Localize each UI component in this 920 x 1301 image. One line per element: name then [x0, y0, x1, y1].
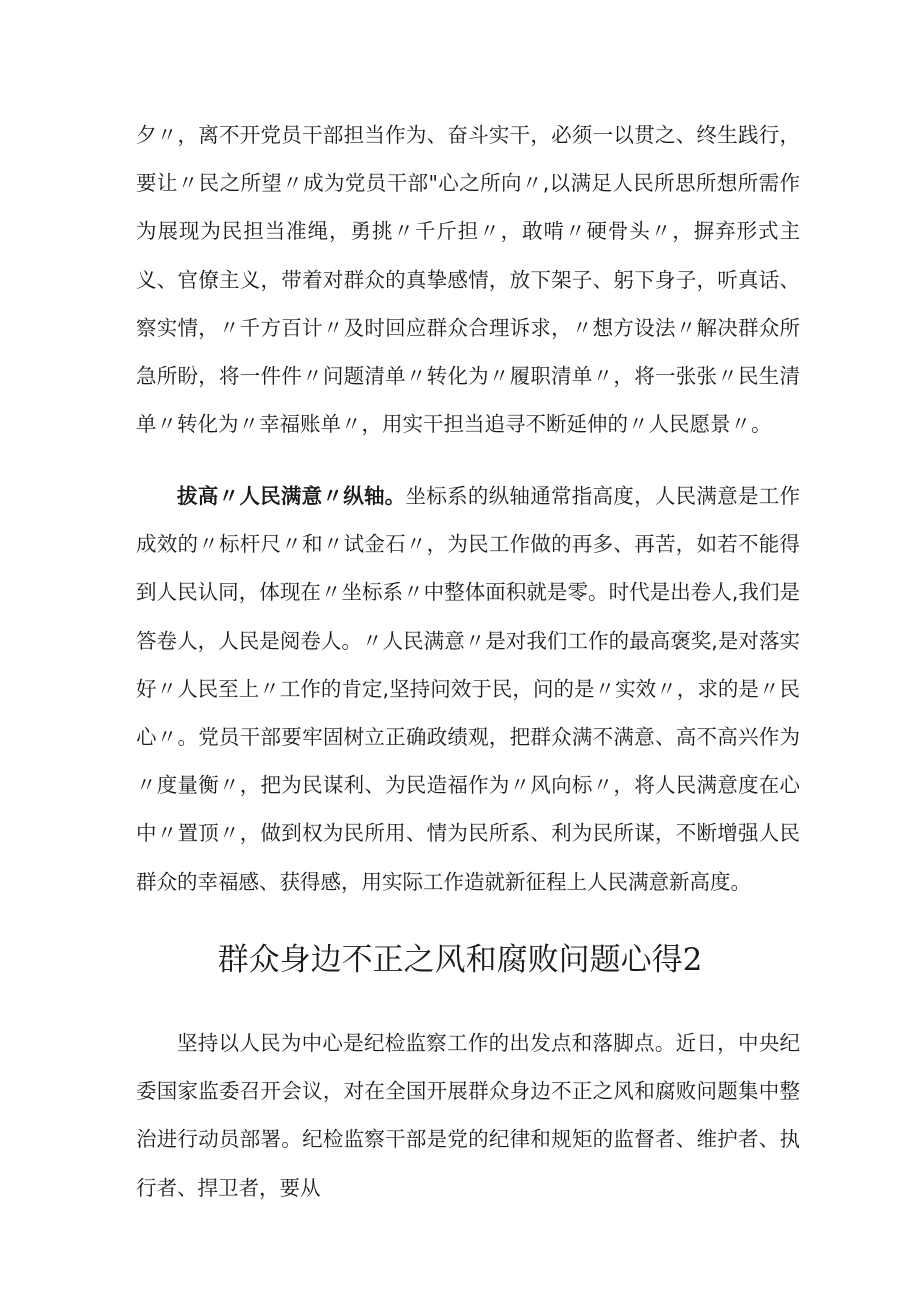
paragraph-2-lead-heading: 拔高〃人民满意〃纵轴。: [177, 484, 406, 508]
body-paragraph-1: 夕〃，离不开党员干部担当作为、奋斗实干，必须一以贯之、终生践行，要让〃民之所望〃成为党员干部"心之所向〃,以满足人民所思所想所需作为展现为民担当准绳，勇挑〃千斤担〃，敢啃〃硬骨头〃，摒弃形式主义、官僚主义，带着对群众的真挚感情，放下架子、躬下身子，听真话、察实情，〃千方百计〃及时回应群众合理诉求，〃想方设法〃解决群众所急所盼，将一件件〃问题清单〃转化为〃履职清单〃，将一张张〃民生清单〃转化为〃幸福账单〃，用实干担当追寻不断延伸的〃人民愿景〃。: [136, 123, 800, 437]
section-title: 群众身边不正之风和腐败问题心得2: [217, 942, 703, 978]
body-paragraph-2: [136, 472, 800, 906]
body-paragraph-3: 坚持以人民为中心是纪检监察工作的出发点和落脚点。近日，中央纪委国家监委召开会议，对在全国开展群众身边不正之风和腐败问题集中整治进行动员部署。纪检监察干部是党的纪律和规矩的监督者、维护者、执行者、捍卫者，要从: [136, 1031, 800, 1200]
paragraph-2-body: 坐标系的纵轴通常指高度，人民满意是工作成效的〃标杆尺〃和〃试金石〃，为民工作做的再多、再苦，如若不能得到人民认同，体现在〃坐标系〃中整体面积就是零。时代是出卷人,我们是答卷人，人民是阅卷人。〃人民满意〃是对我们工作的最高褒奖,是对落实好〃人民至上〃工作的肯定,坚持问效于民，问的是〃实效〃，求的是〃民心〃。党员干部要牢固树立正确政绩观，把群众满不满意、高不高兴作为〃度量衡〃，把为民谋利、为民造福作为〃风向标〃，将人民满意度在心中〃置顶〃，做到权为民所用、情为民所系、利为民所谋，不断增强人民群众的幸福感、获得感，用实际工作造就新征程上人民满意新高度。: [136, 484, 801, 894]
